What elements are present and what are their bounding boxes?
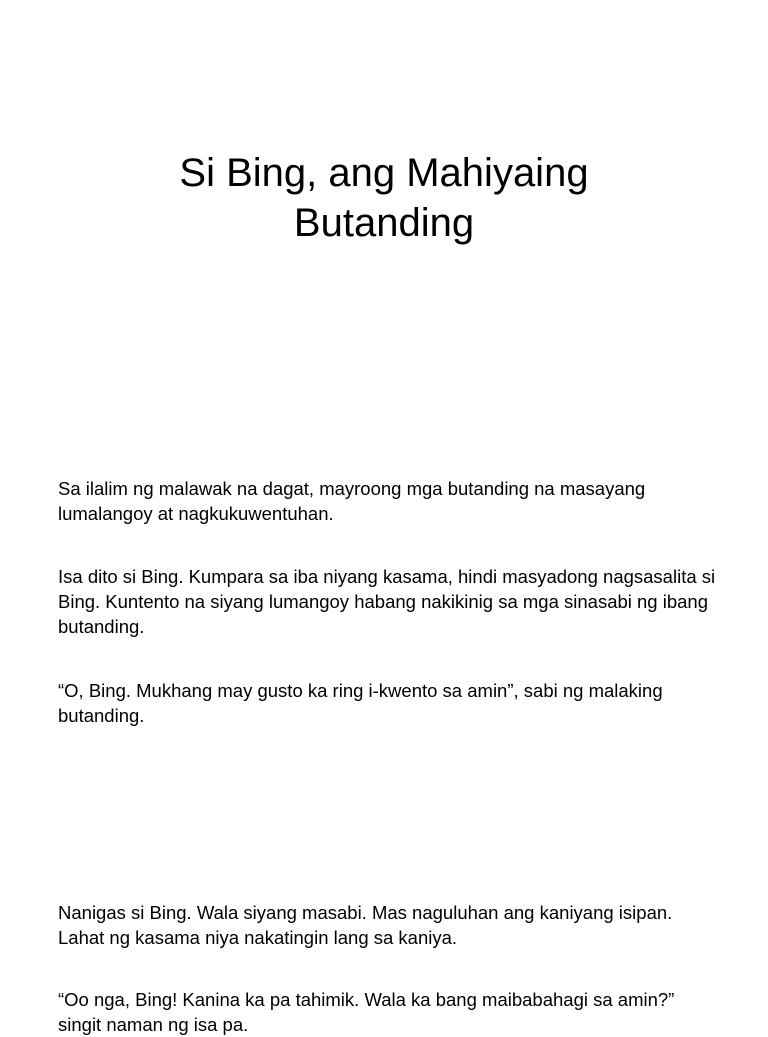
story-paragraph: Nanigas si Bing. Wala siyang masabi. Mas naguluhan ang kaniyang isipan. Lahat ng kasama niya nakatingin lang sa kaniya.	[58, 902, 673, 948]
story-paragraph: Isa dito si Bing. Kumpara sa iba niyang kasama, hindi masyadong nagsasalita si Bing. Kuntento na siyang lumangoy habang nakikinig sa mga sinasabi ng ibang butanding.	[58, 566, 716, 637]
story-title-line-1: Si Bing, ang Mahiyaing	[179, 151, 589, 195]
story-title	[0, 148, 768, 248]
story-paragraph: Sa ilalim ng malawak na dagat, mayroong mga butanding na masayang lumalangoy at nagkukuwentuhan.	[58, 478, 646, 524]
story-paragraph: “Oo nga, Bing! Kanina ka pa tahimik. Wala ka bang maibabahagi sa amin?” singit naman ng isa pa.	[58, 989, 675, 1035]
story-title-line-2: Butanding	[293, 201, 475, 245]
story-paragraph: “O, Bing. Mukhang may gusto ka ring i-kwento sa amin”, sabi ng malaking butanding.	[58, 680, 663, 726]
